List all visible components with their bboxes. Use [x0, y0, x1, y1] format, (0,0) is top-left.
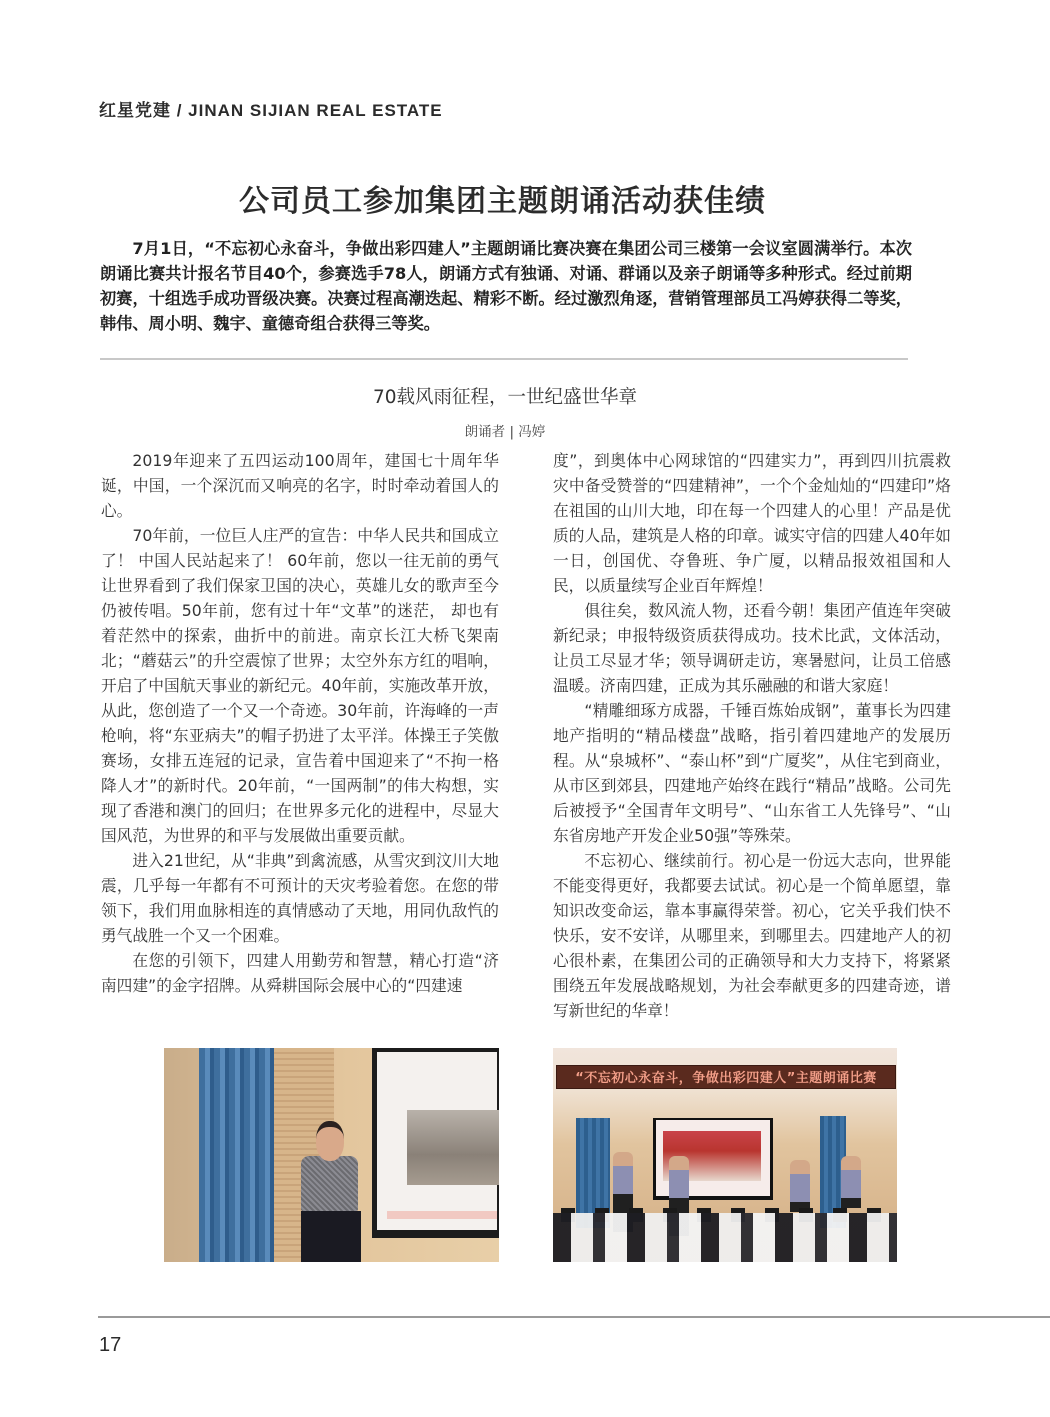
section-header-tag: 红星党建 / JINAN SIJIAN REAL ESTATE [99, 101, 443, 120]
photo-screen-band [387, 1211, 497, 1219]
paragraph: 进入21世纪，从“非典”到禽流感，从雪灾到汶川大地震，几乎每一年都有不可预计的天灾考验着您。在您的带领下，我们用血脉相连的真情感动了天地，用同仇敌忾的勇气战胜一个又一个困难。 [101, 851, 499, 945]
paragraph: “精雕细琢方成器，千锤百炼始成钢”，董事长为四建地产指明的“精品楼盘”战略，指引着四建地产的发展历程。从“泉城杯”、“泰山杯”到“广厦奖”，从住宅到商业，从市区到郊县，四建地产始终在践行“精品”战略。公司先后被授予“全国青年文明号”、“山东省工人先锋号”、“山东省房地产开发企业50强”等殊荣。 [553, 701, 951, 845]
photo-person-shirt [301, 1156, 358, 1211]
photo-person-skirt [301, 1211, 361, 1262]
article-lead-paragraph: 7月1日，“不忘初心永奋斗，争做出彩四建人”主题朗诵比赛决赛在集团公司三楼第一会议室圆满举行。本次朗诵比赛共计报名节目40个，参赛选手78人，朗诵方式有独诵、对诵、群诵以及亲子朗诵等多种形式。经过前期初赛，十组选手成功晋级决赛。决赛过程高潮迭起、精彩不断。经过激烈角逐，营销管理部员工冯婷获得二等奖，韩伟、周小明、魏宇、童德奇组合获得三等奖。 [100, 239, 912, 333]
section-divider [100, 358, 908, 360]
photo-blue-curtain [199, 1048, 274, 1262]
paragraph-continuation: 度”，到奥体中心网球馆的“四建实力”，再到四川抗震救灾中备受赞誉的“四建精神”，一个个金灿灿的“四建印”烙在祖国的山川大地，印在每一个四建人的心里！产品是优质的人品，建筑是人格的印章。诚实守信的四建人40年如一日，创国优、夺鲁班、争广厦，以精品报效祖国和人民，以质量续写企业百年辉煌！ [553, 451, 951, 595]
photo-performer [790, 1160, 810, 1212]
photo-person-head [316, 1121, 344, 1161]
page-number: 17 [99, 1334, 122, 1356]
photo-audience [553, 1213, 897, 1262]
photo-screen-image [407, 1110, 499, 1185]
text-column-left [101, 448, 499, 998]
footer-divider [98, 1316, 1050, 1318]
photo-banner-text: “不忘初心永奋斗，争做出彩四建人”主题朗诵比赛 [575, 1071, 877, 1086]
paragraph: 2019年迎来了五四运动100周年，建国七十周年华诞，中国，一个深沉而又响亮的名字，时时牵动着国人的心。 [101, 451, 499, 520]
article-title: 公司员工参加集团主题朗诵活动获佳绩 [239, 184, 766, 219]
paragraph: 不忘初心、继续前行。初心是一份远大志向，世界能不能变得更好，我都要去试试。初心是一个简单愿望，靠知识改变命运，靠本事赢得荣誉。初心，它关乎我们快不快乐，安不安详，从哪里来，到哪里去。四建地产人的初心很朴素，在集团公司的正确领导和大力支持下，将紧紧围绕五年发展战略规划，为社会奉献更多的四建奇迹，谱写新世纪的华章！ [553, 851, 951, 1020]
photo-performer [841, 1156, 861, 1208]
text-column-right [553, 448, 951, 1023]
poem-byline: 朗诵者 | 冯婷 [464, 424, 546, 440]
photo-led-banner [556, 1065, 896, 1089]
paragraph: 在您的引领下，四建人用勤劳和智慧，精心打造“济南四建”的金字招牌。从舜耕国际会展中心的“四建速 [101, 951, 499, 995]
paragraph: 俱往矣，数风流人物，还看今朝！集团产值连年突破新纪录；申报特级资质获得成功。技术比武，文体活动，让员工尽显才华；领导调研走访，寒暑慰问，让员工倍感温暖。济南四建，正成为其乐融融的和谐大家庭！ [553, 601, 951, 695]
photo-solo-reciter [164, 1048, 499, 1262]
photo-group-recitation [553, 1048, 897, 1262]
paragraph: 70年前，一位巨人庄严的宣告：中华人民共和国成立了！ 中国人民站起来了！ 60年前，您以一往无前的勇气让世界看到了我们保家卫国的决心，英雄儿女的歌声至今仍被传唱。50年前，您有过十年“文革”的迷茫， 却也有着茫然中的探索，曲折中的前进。南京长江大桥飞架南北；“蘑菇云”的升空震惊了世界；太空外东方红的唱响，开启了中国航天事业的新纪元。40年前，实施改革开放，从此，您创造了一个又一个奇迹。30年前，许海峰的一声枪响，将“东亚病夫”的帽子扔进了太平洋。体操王子笑傲赛场，女排五连冠的记录，宣告着中国迎来了“不拘一格降人才”的新时代。20年前，“一国两制”的伟大构想，实现了香港和澳门的回归；在世界多元化的进程中，尽显大国风范，为世界的和平与发展做出重要贡献。 [101, 526, 499, 845]
poem-subtitle: 70载风雨征程，一世纪盛世华章 [372, 387, 638, 408]
